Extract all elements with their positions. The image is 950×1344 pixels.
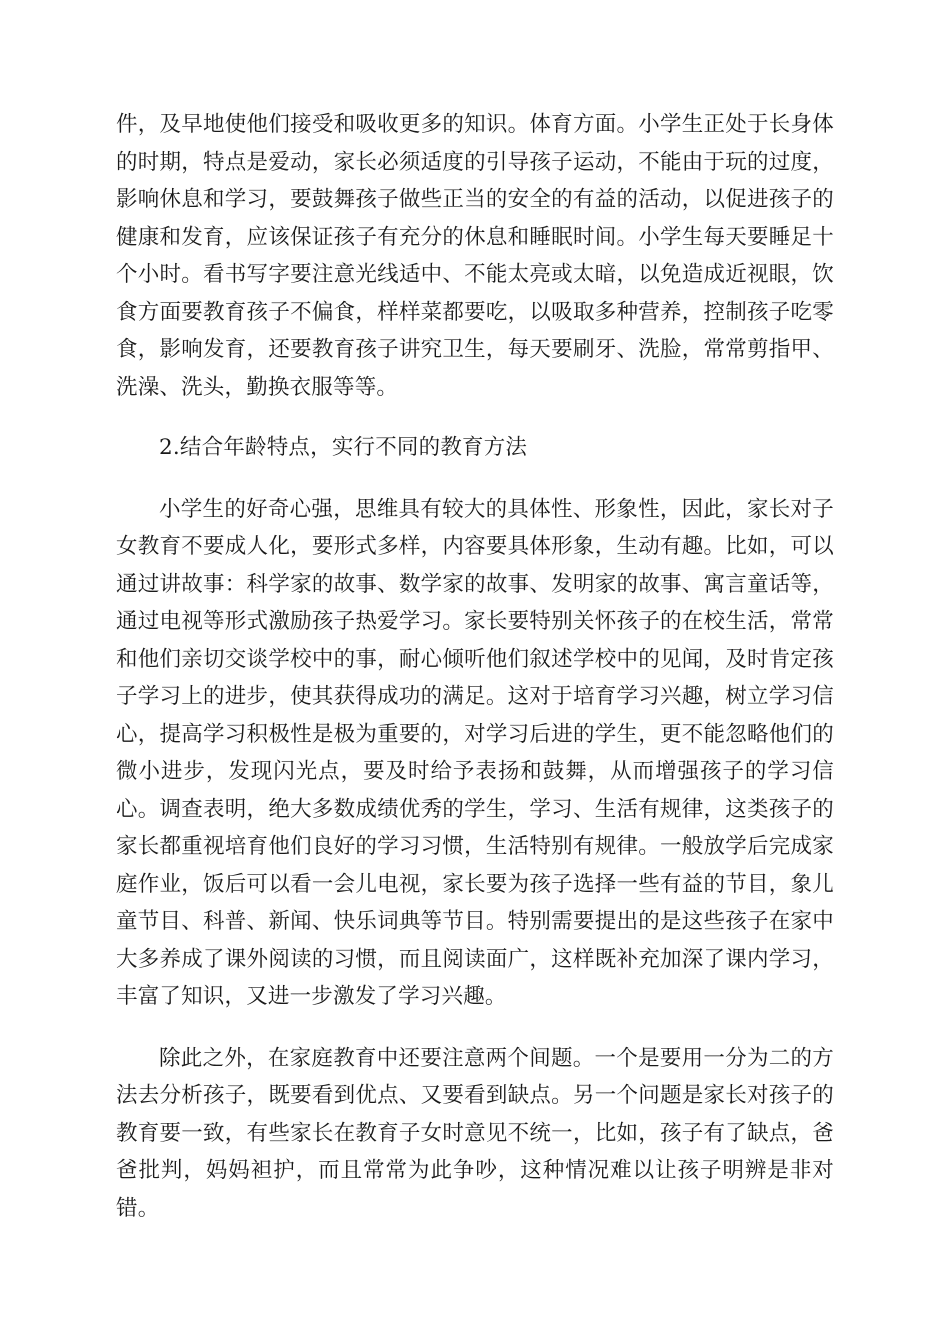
section-heading: 2.结合年龄特点，实行不同的教育方法 — [159, 435, 528, 460]
paragraph-continuation: 件，及早地使他们接受和吸收更多的知识。体育方面。小学生正处于长身体的时期，特点是爱动，家长必须适度的引导孩子运动，不能由于玩的过度，影响休息和学习，要鼓舞孩子做些正当的安全的有益的活动，以促进孩子的健康和发育，应该保证孩子有充分的休息和睡眠时间。小学生每天要睡足十个小时。看书写字要注意光线适中、不能太亮或太暗，以免造成近视眼，饮食方面要教育孩子不偏食，样样菜都要吃，以吸取多种营养，控制孩子吃零食，影响发育，还要教育孩子讲究卫生，每天要刷牙、洗脸，常常剪指甲、洗澡、洗头，勤换衣服等等。 — [116, 112, 834, 400]
paragraph-teaching-methods: 小学生的好奇心强，思维具有较大的具体性、形象性，因此，家长对子女教育不要成人化，要形式多样，内容要具体形象，生动有趣。比如，可以通过讲故事：科学家的故事、数学家的故事、发明家的故事、寓言童话等，通过电视等形式激励孩子热爱学习。家长要特别关怀孩子的在校生活，常常和他们亲切交谈学校中的事，耐心倾听他们叙述学校中的见闻，及时肯定孩子学习上的进步，使其获得成功的满足。这对于培育学习兴趣，树立学习信心，提高学习积极性是极为重要的，对学习后进的学生，更不能忽略他们的微小进步，发现闪光点，要及时给予表扬和鼓舞，从而增强孩子的学习信心。调查表明，绝大多数成绩优秀的学生，学习、生活有规律，这类孩子的家长都重视培育他们良好的学习习惯，生活特别有规律。一般放学后完成家庭作业，饭后可以看一会儿电视，家长要为孩子选择一些有益的节目，象儿童节目、科普、新闻、快乐词典等节目。特别需要提出的是这些孩子在家中大多养成了课外阅读的习惯，而且阅读面广，这样既补充加深了课内学习，丰富了知识，又进一步激发了学习兴趣。 — [116, 496, 834, 1009]
document-body — [116, 106, 834, 1227]
paragraph-two-issues: 除此之外，在家庭教育中还要注意两个间题。一个是要用一分为二的方法去分析孩子，既要看到优点、又要看到缺点。另一个问题是家长对孩子的教育要一致，有些家长在教育子女时意见不统一，比如，孩子有了缺点，爸爸批判，妈妈袒护，而且常常为此争吵，这种情况难以让孩子明辨是非对错。 — [116, 1045, 834, 1221]
